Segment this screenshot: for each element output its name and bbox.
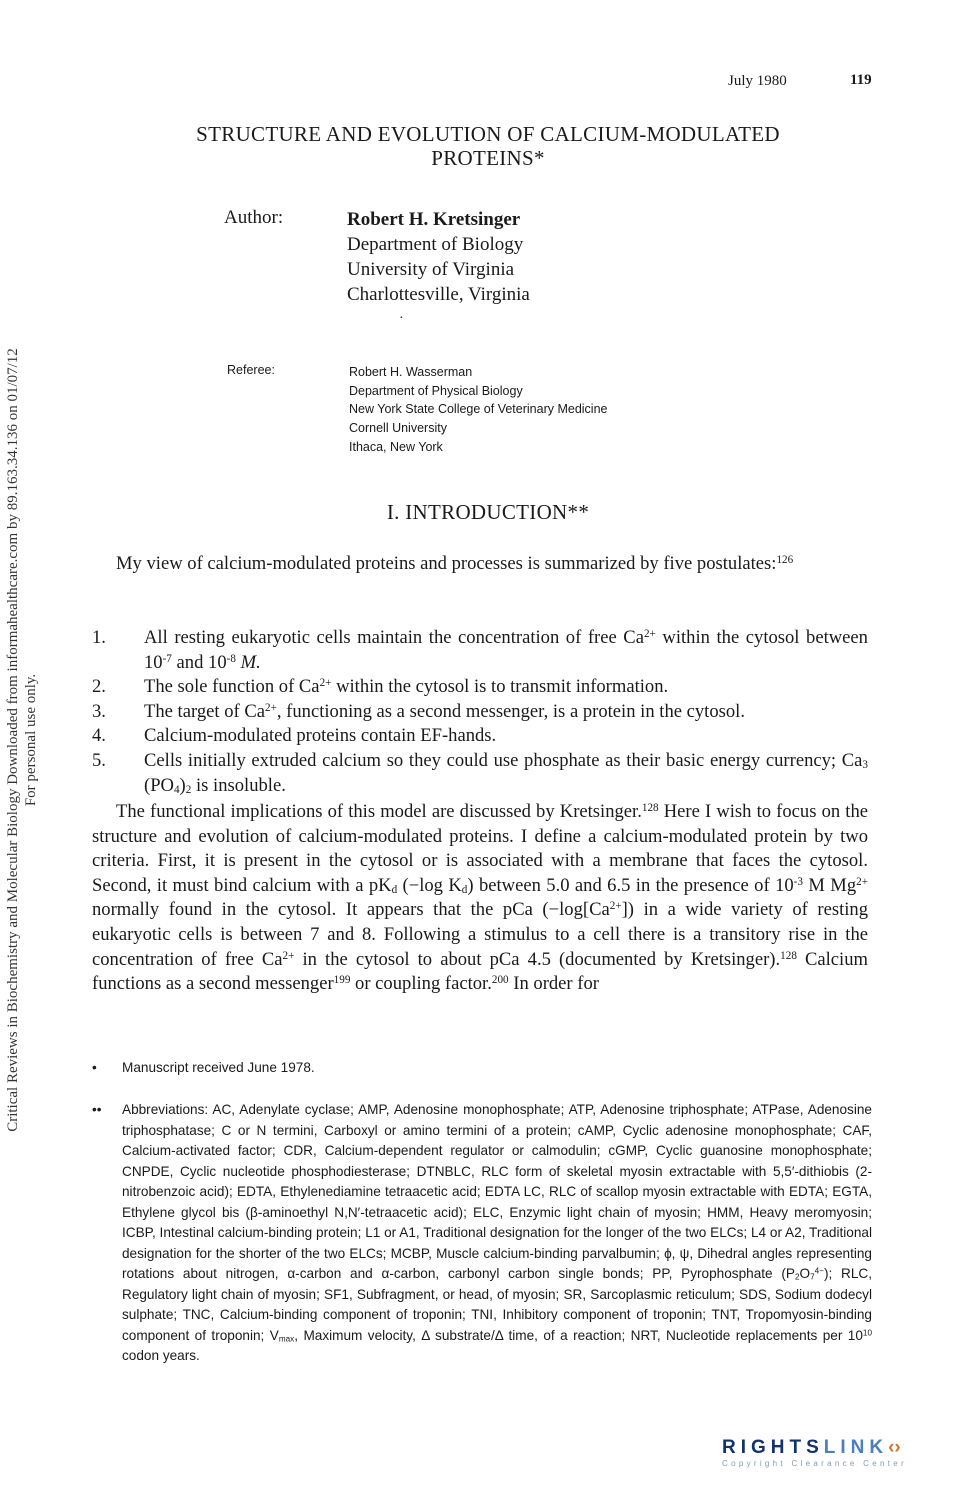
list-item: 1. All resting eukaryotic cells maintain the concentration of free $Ca^{2+}$ within the cytosol between $10^{-7}$ and $10^{-8}$ M. bbox=[92, 627, 868, 673]
author-name: Robert H. Kretsinger bbox=[347, 209, 521, 230]
running-header-date: July 1980 bbox=[728, 73, 787, 89]
author-block bbox=[347, 207, 530, 307]
footnote-manuscript: • Manuscript received June 1978. bbox=[92, 1058, 872, 1079]
referee-university: Cornell University bbox=[349, 421, 447, 436]
citation: 128 bbox=[780, 949, 797, 962]
citation: 128 bbox=[641, 801, 659, 814]
citation: 126 bbox=[776, 553, 794, 566]
author-university: University of Virginia bbox=[347, 259, 515, 280]
footnote-abbreviations: •• Abbreviations: AC, Adenylate cyclase; AMP, Adenosine monophosphate; ATP, Adenosine triphosphate; ATPase, Adenosine triphosphatase; C or N termini, Carboxyl or amino termini of a protein; cAMP, Cyclic adenosine monophosphate; CAF, Calcium-activated factor; CDR, Calcium-dependent regulator or calmodulin; cGMP, Cyclic guanosine monophosphate; CNPDE, Cyclic nucleotide phosphodiesterase; DTNBLC, RLC form of skeletal myosin extractable with 5,5′-dithiobis (2-nitrobenzoic acid); EDTA, Ethylenediamine tetraacetic acid; EDTA LC, RLC of scallop myosin extractable with EDTA; EGTA, Ethylene glycol bis (β-aminoethyl N,N′-tetraacetic acid); ELC, Enzymic light chain of myosin; HMM, Heavy meromyosin; ICBP, Intestinal calcium-binding protein; L1 or A1, Traditional designation for the longer of the two ELCs; L4 or A2, Traditional designation for the shorter of the two ELCs; MCBP, Muscle calcium-binding parvalbumin; ϕ, ψ, Dihedral angles representing rotations about nitrogen, α-carbon and α-carbon, carbonyl carbon single bonds; PP, Pyrophosphate $(P_2O_7^{4-})$; RLC, Regulatory light chain of myosin; SF1, Subfragment, or head, of myosin; SR, Sarcoplasmic reticulum; SDS, Sodium dodecyl sulphate; TNC, Calcium-binding component of troponin; TNI, Inhibitory component of troponin; TNT, Tropomyosin-binding component of troponin; $V_{max}$, Maximum velocity, Δ substrate/Δ time, of a reaction; NRT, Nucleotide replacements per $10^{10}$ codon years. bbox=[92, 1102, 872, 1363]
author-city: Charlottesville, Virginia bbox=[347, 284, 530, 305]
footnote-mark: • bbox=[92, 1060, 97, 1075]
rightslink-wordmark: RIGHTS bbox=[722, 1437, 824, 1458]
list-item: 3. The target of $Ca^{2+}$, functioning as a second messenger, is a protein in the cytosol. bbox=[92, 700, 745, 722]
page-number: 119 bbox=[850, 72, 872, 88]
referee-department: Department of Physical Biology bbox=[349, 383, 523, 398]
title-line-1: STRUCTURE AND EVOLUTION OF CALCIUM-MODULATED bbox=[196, 122, 780, 146]
citation: 200 bbox=[491, 974, 509, 987]
stray-dot: · bbox=[399, 311, 404, 326]
rightslink-wordmark-link: LINK bbox=[823, 1437, 889, 1458]
referee-block bbox=[349, 363, 607, 457]
referee-city: Ithaca, New York bbox=[349, 439, 443, 454]
rightslink-tagline: Copyright Clearance Center bbox=[722, 1459, 907, 1468]
section-heading: I. INTRODUCTION** bbox=[386, 500, 590, 524]
author-label: Author: bbox=[224, 207, 284, 228]
postulate-list bbox=[92, 626, 868, 798]
citation: 199 bbox=[333, 974, 351, 987]
list-item: 2. The sole function of $Ca^{2+}$ within the cytosol is to transmit information. bbox=[92, 676, 669, 698]
title-line-2: PROTEINS* bbox=[431, 146, 545, 170]
article-title bbox=[100, 122, 876, 170]
download-stamp bbox=[4, 290, 40, 1190]
referee-name: Robert H. Wasserman bbox=[349, 365, 473, 379]
author-department: Department of Biology bbox=[347, 234, 524, 255]
footnote-mark: •• bbox=[92, 1102, 102, 1117]
referee-label: Referee: bbox=[227, 363, 275, 377]
referee-college: New York State College of Veterinary Medicine bbox=[349, 402, 608, 417]
list-item: 5. Cells initially extruded calcium so they could use phosphate as their basic energy currency; $Ca_3$ $(PO_4)_2$ is insoluble. bbox=[92, 749, 868, 796]
rightslink-logo[interactable] bbox=[722, 1437, 962, 1468]
personal-use-line: For personal use only. bbox=[23, 673, 39, 807]
download-stamp-line: Critical Reviews in Biochemistry and Molecular Biology Downloaded from informahealthcare.com by 89.163.34.136 on 01/07/12 bbox=[5, 348, 21, 1132]
rightslink-mark-icon: ‹› bbox=[888, 1437, 901, 1458]
body-paragraph: The functional implications of this model are discussed by Kretsinger.$^{128}$ Here I wish to focus on the structure and evolution of calcium-modulated proteins. I define a calcium-modulated protein by two criteria. First, it is present in the cytosol or is associated with a membrane that faces the cytosol. Second, it must bind calcium with a $pK_d$ (−log $K_d$) between 5.0 and 6.5 in the presence of $10^{-3}$ M $Mg^{2+}$ normally found in the cytosol. It appears that the pCa $(-\log[Ca^{2+}])$ in a wide variety of resting eukaryotic cells is between 7 and 8. Following a stimulus to a cell there is a transitory rise in the concentration of free $Ca^{2+}$ in the cytosol to about pCa 4.5 (documented by Kretsinger).$^{128}$ Calcium functions as a second messenger$^{199}$ or coupling factor.$^{200}$ In order for bbox=[92, 801, 869, 995]
list-item: 4. Calcium-modulated proteins contain EF-hands. bbox=[92, 725, 497, 747]
intro-paragraph: My view of calcium-modulated proteins and processes is summarized by five postulates:$^{126}$ bbox=[116, 553, 794, 574]
